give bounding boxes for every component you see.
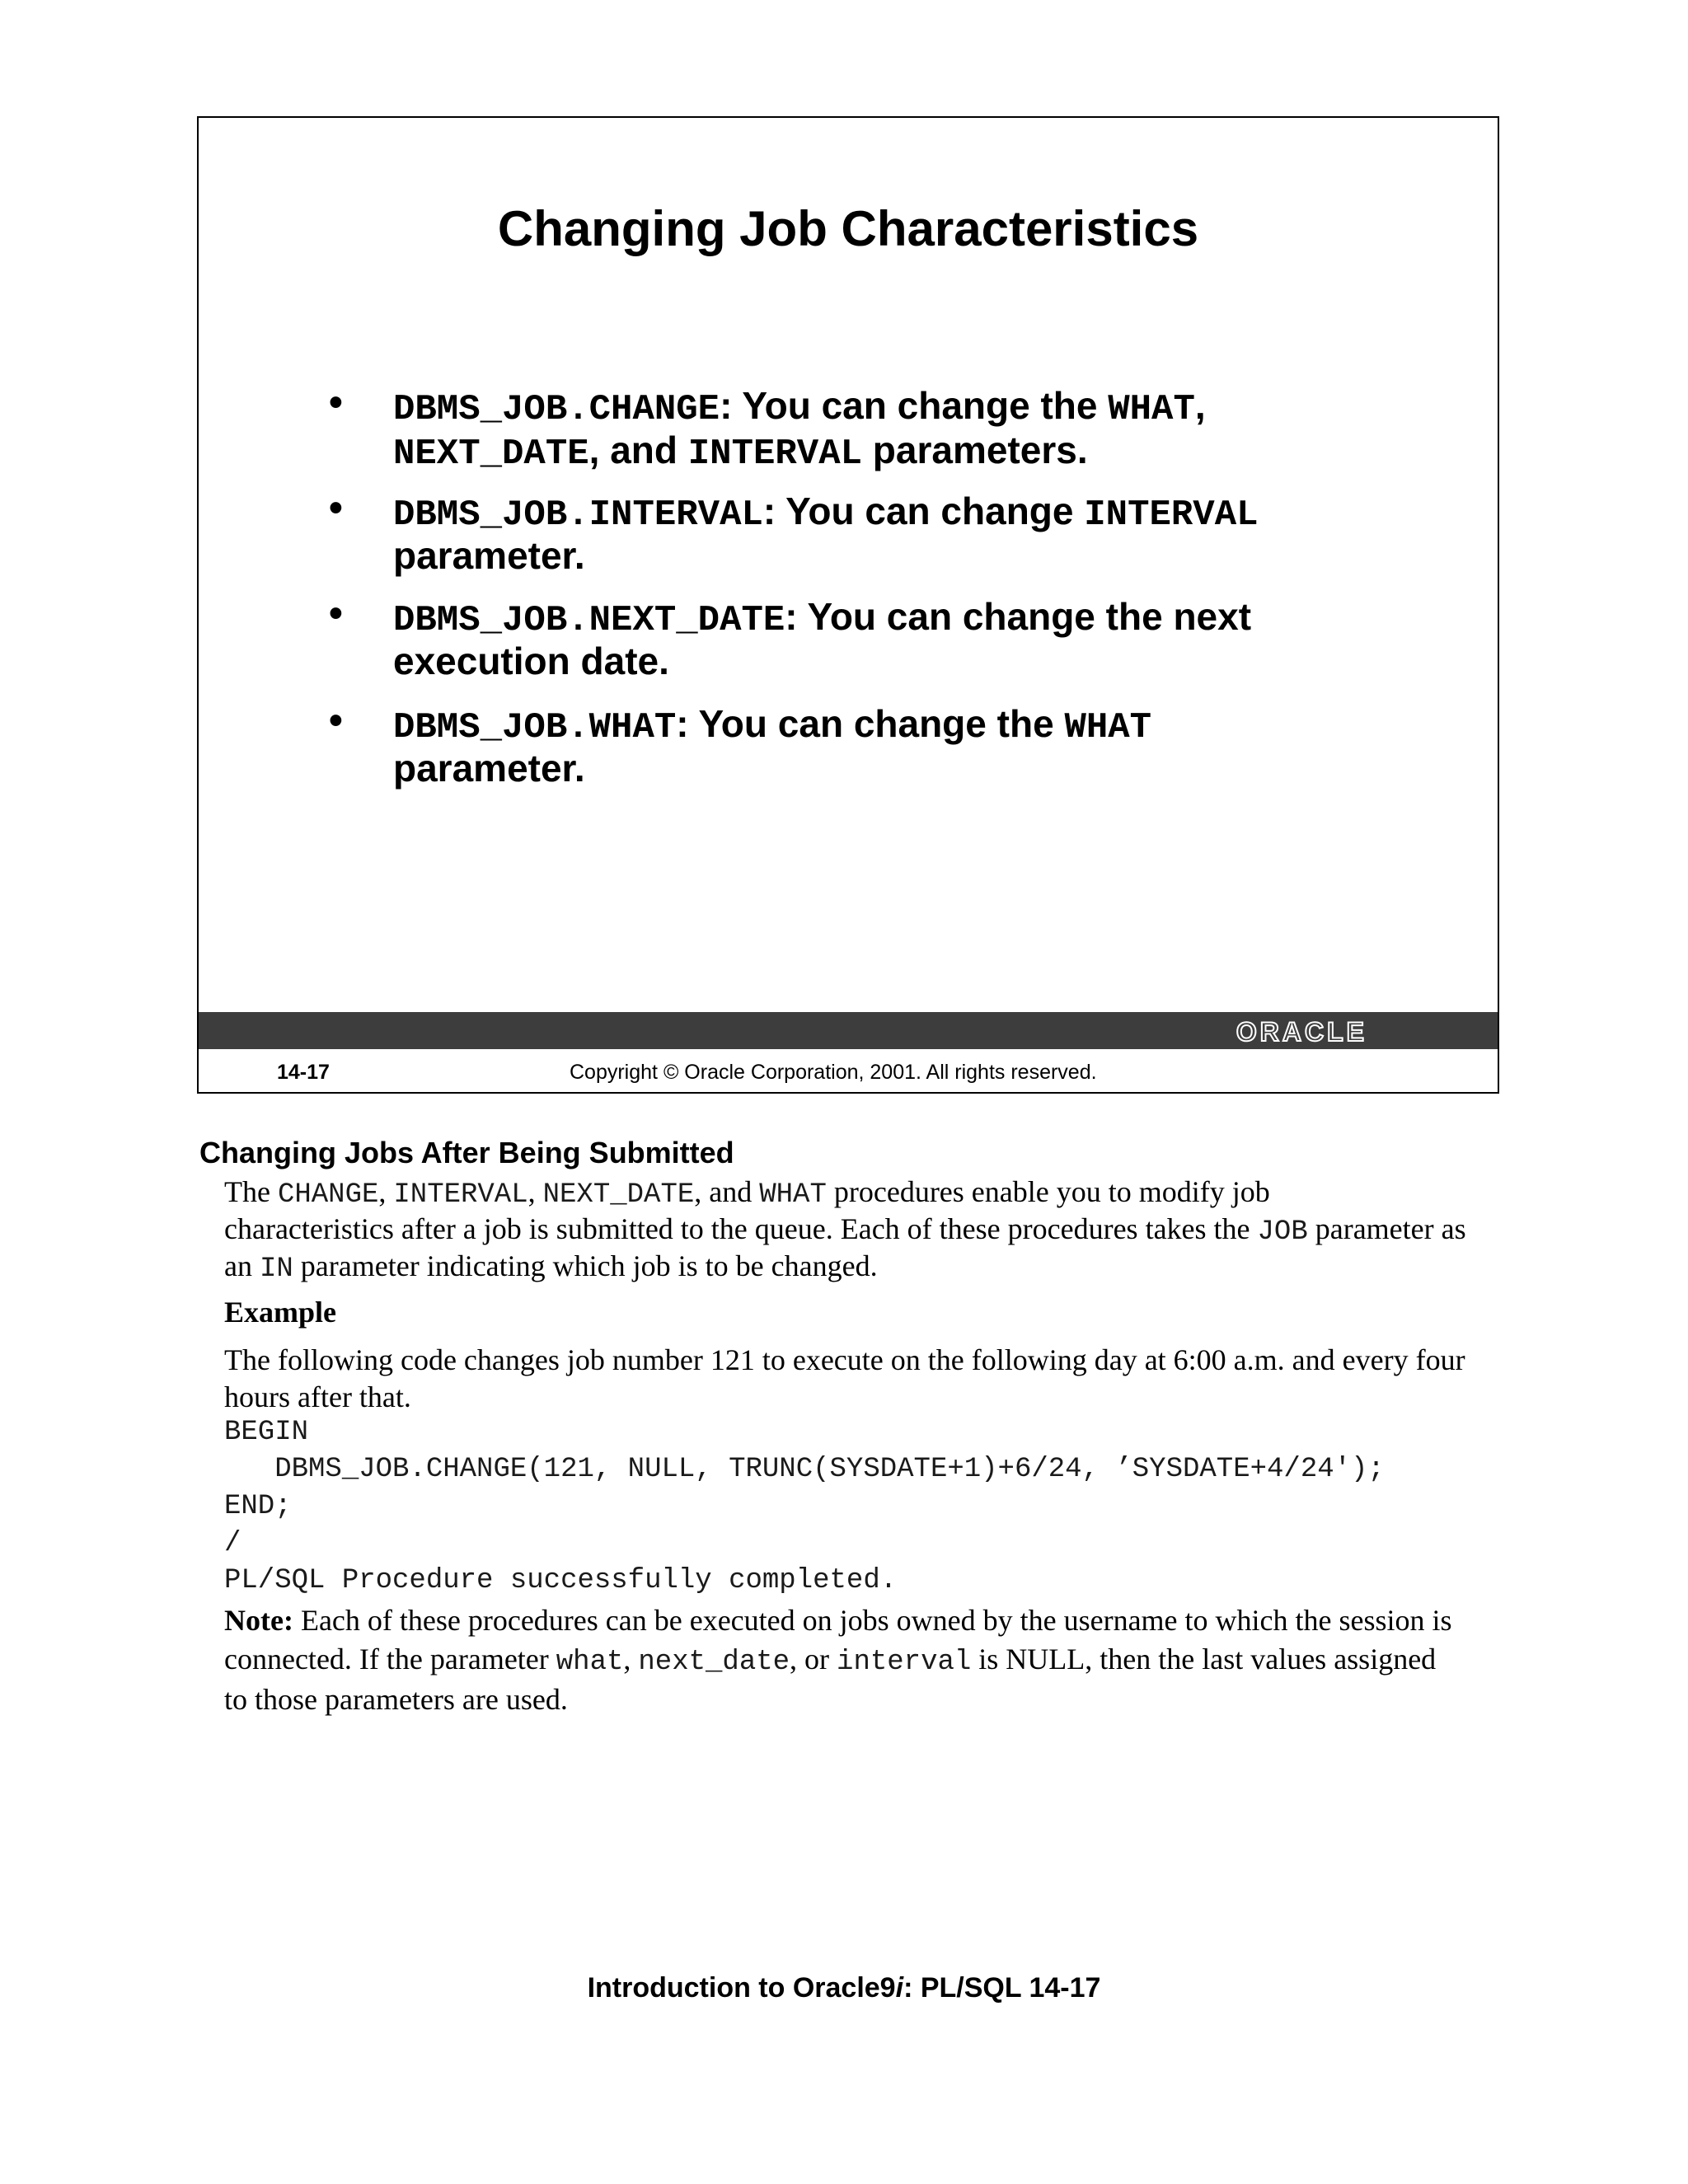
notes-heading: Changing Jobs After Being Submitted [199,1136,734,1169]
code-term: IN [259,1254,293,1285]
footer-text: Introduction to Oracle9 [587,1972,896,2004]
code-term: DBMS_JOB.CHANGE [393,389,720,430]
code-line: DBMS_JOB.CHANGE(121, NULL, TRUNC(SYSDATE+1)+6/24, ’SYSDATE+4/24'); [224,1454,1385,1485]
code-term: interval [837,1647,972,1678]
text: Each of these procedures can be executed on jobs owned by the username to which the session is [293,1604,1452,1637]
code-term: WHAT [1064,707,1152,748]
code-term: INTERVAL [687,434,862,475]
bullet-text: : You can change the [720,384,1109,427]
bullet-dot-icon: • [329,592,343,635]
bullet-line [393,383,1206,432]
slide-footer-bar [199,1012,1498,1049]
text: , [378,1175,394,1208]
slide-title: Changing Job Characteristics [497,201,1199,256]
bullet-line: execution date. [393,640,669,682]
code-term: next_date [638,1647,790,1678]
text: , or [790,1643,837,1675]
bullet-dot-icon: • [329,381,343,424]
code-term: DBMS_JOB.WHAT [393,707,677,748]
code-term: what [556,1647,624,1678]
code-term: NEXT_DATE [393,434,589,475]
note-line [224,1641,1436,1681]
slide-number: 14-17 [277,1061,330,1084]
notes-paragraph-line [224,1211,1466,1251]
text: , and [694,1175,760,1208]
note-label: Note: [224,1604,293,1637]
text: , [623,1643,639,1675]
footer-text: : PL/SQL 14-17 [903,1972,1101,2004]
bullet-line: parameter. [393,534,585,577]
text: The [224,1175,278,1208]
bullet-line [393,594,1251,643]
slide-copyright: Copyright © Oracle Corporation, 2001. All rights reserved. [570,1061,1097,1084]
code-term: DBMS_JOB.NEXT_DATE [393,600,785,641]
bullet-text: , [1194,384,1206,427]
notes-paragraph-line [224,1174,1270,1214]
bullet-dot-icon: • [329,699,343,743]
text: is NULL, then the last values assigned [971,1643,1437,1675]
footer-italic: i [895,1972,904,2004]
code-term: CHANGE [277,1179,379,1211]
code-term: JOB [1257,1216,1308,1248]
code-term: DBMS_JOB.INTERVAL [393,494,763,536]
note-line [224,1602,1452,1639]
page-footer [0,1972,1688,2004]
code-term: INTERVAL [1084,494,1259,536]
code-term: WHAT [759,1179,827,1211]
text: procedures enable you to modify job [826,1175,1270,1208]
oracle-logo: ORACLE [1236,1017,1367,1047]
code-term: WHAT [1108,389,1195,430]
text: connected. If the parameter [224,1643,556,1675]
bullet-text: : You can change the [676,702,1065,745]
text: , [528,1175,543,1208]
bullet-text: , and [588,429,688,471]
text: parameter as [1307,1212,1466,1245]
bullet-text: : You can change [762,490,1085,532]
bullet-line [393,489,1259,537]
code-term: INTERVAL [393,1179,528,1211]
code-line: PL/SQL Procedure successfully completed. [224,1565,898,1596]
bullet-line [393,428,1088,476]
bullet-line [393,701,1151,750]
note-line: to those parameters are used. [224,1683,568,1716]
code-line: / [224,1528,241,1559]
text: characteristics after a job is submitted to the queue. Each of these procedures takes the [224,1212,1258,1245]
bullet-line: parameter. [393,747,585,790]
text: an [224,1249,260,1282]
example-heading: Example [224,1296,337,1329]
example-text-line: The following code changes job number 121 to execute on the following day at 6:00 a.m. and every four [224,1343,1465,1376]
code-term: NEXT_DATE [542,1179,695,1211]
bullet-dot-icon: • [329,486,343,530]
notes-paragraph-line [224,1248,878,1288]
text: parameter indicating which job is to be changed. [293,1249,878,1282]
example-text-line: hours after that. [224,1380,411,1413]
bullet-text: : You can change the next [785,595,1252,638]
code-line: BEGIN [224,1417,309,1448]
slide-frame [197,116,1499,1094]
bullet-text: parameters. [862,429,1088,471]
code-line: END; [224,1491,292,1522]
